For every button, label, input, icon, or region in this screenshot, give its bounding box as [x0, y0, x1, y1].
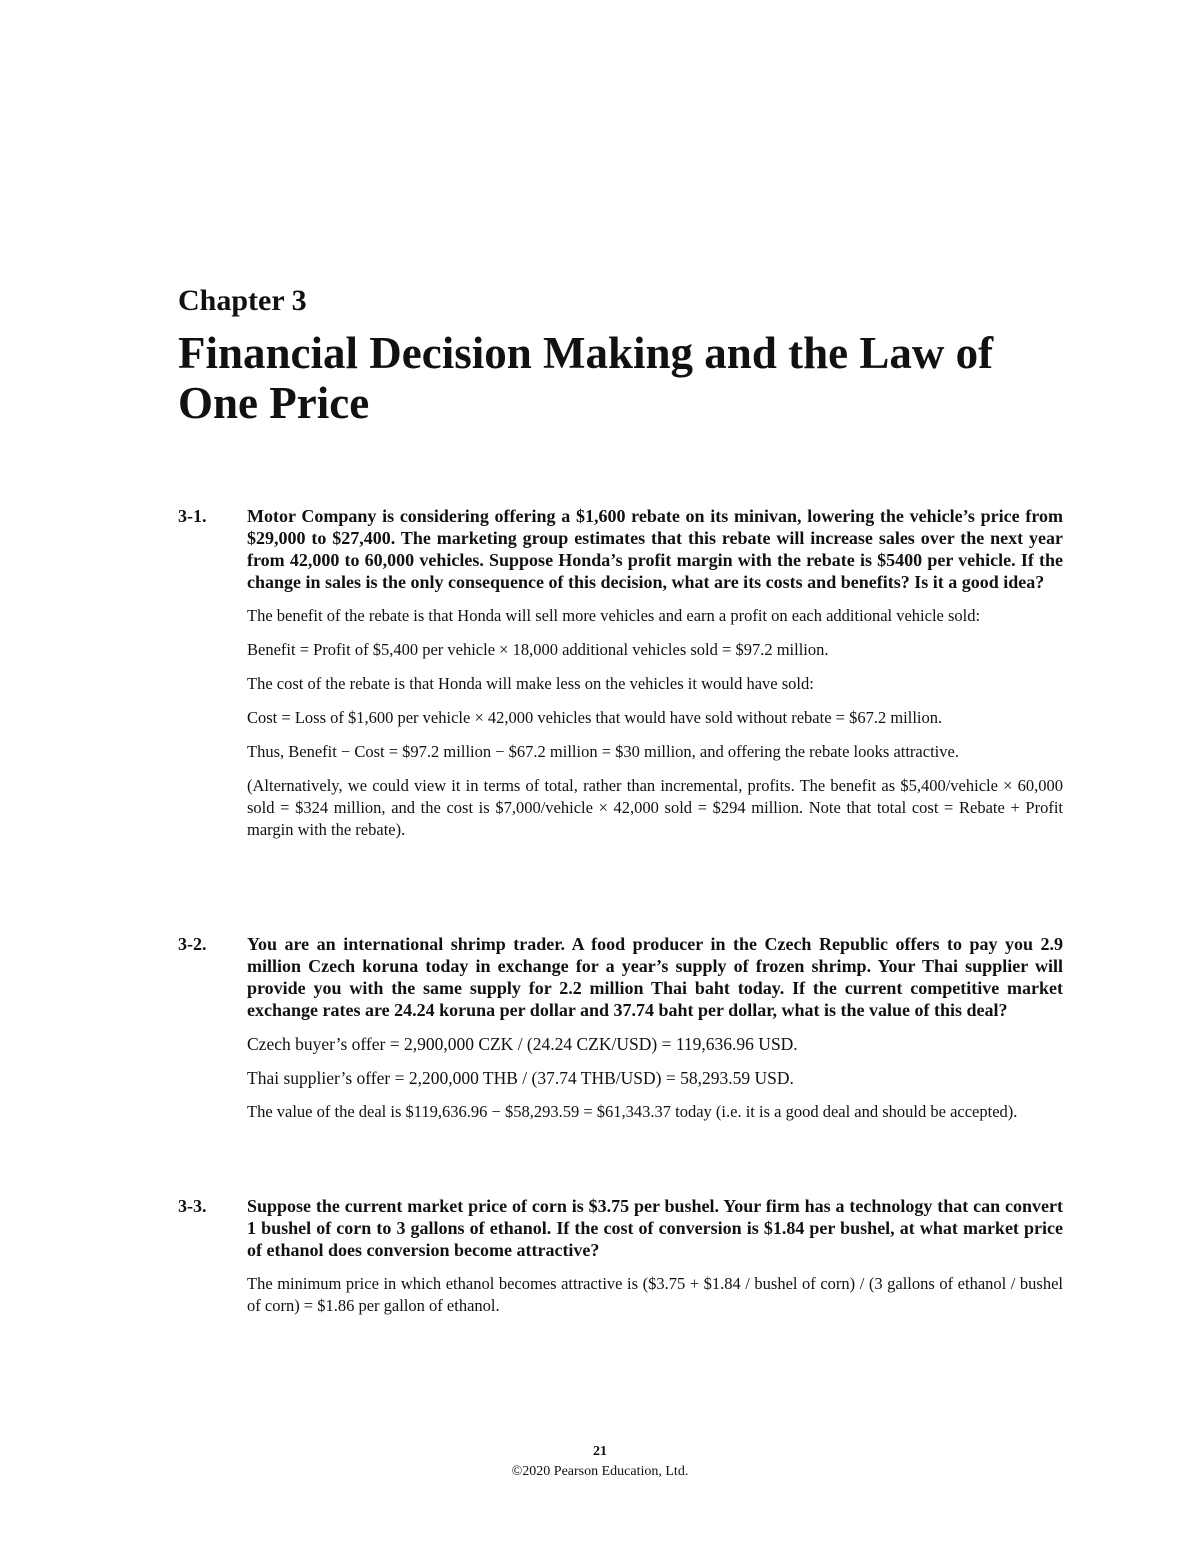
problem-number: 3-3.: [178, 1196, 207, 1216]
answer-paragraph: Czech buyer’s offer = 2,900,000 CZK / (24.24 CZK/USD) = 119,636.96 USD.: [247, 1034, 798, 1054]
problem-question: You are an international shrimp trader. A food producer in the Czech Republic offers to pay you 2.9 million Czech koruna today in exchange for a year’s supply of frozen shrimp. Your Thai supplier will provide you with the same supply for 2.2 million Thai baht today. If the current competitive market exchange rates are 24.24 koruna per dollar and 37.74 baht per dollar, what is the value of this deal?: [247, 934, 1063, 1020]
answer-paragraph: Benefit = Profit of $5,400 per vehicle × 18,000 additional vehicles sold = $97.2 million.: [247, 640, 829, 659]
problem-number: 3-1.: [178, 506, 207, 526]
answer-paragraph: Thai supplier’s offer = 2,200,000 THB / (37.74 THB/USD) = 58,293.59 USD.: [247, 1068, 794, 1088]
answer-paragraph: Cost = Loss of $1,600 per vehicle × 42,000 vehicles that would have sold without rebate = $67.2 million.: [247, 708, 943, 727]
chapter-label: Chapter 3: [178, 284, 307, 317]
answer-paragraph: (Alternatively, we could view it in terms of total, rather than incremental, profits. The benefit as $5,400/vehicle × 60,000 sold = $324 million, and the cost is $7,000/vehicle × 42,000 sold = $294 million. Note that total cost = Rebate + Profit margin with the rebate).: [247, 776, 1063, 839]
problem-number: 3-2.: [178, 934, 207, 954]
copyright-notice: ©2020 Pearson Education, Ltd.: [511, 1464, 689, 1479]
page-number: 21: [593, 1444, 607, 1459]
answer-paragraph: The benefit of the rebate is that Honda will sell more vehicles and earn a profit on each additional vehicle sold:: [247, 606, 981, 625]
problem-3-1: [178, 505, 1063, 853]
problem-question: Motor Company is considering offering a $1,600 rebate on its minivan, lowering the vehicle’s price from $29,000 to $27,400. The marketing group estimates that this rebate will increase sales over the next year from 42,000 to 60,000 vehicles. Suppose Honda’s profit margin with the rebate is $5400 per vehicle. If the change in sales is the only consequence of this decision, what are its costs and benefits? Is it a good idea?: [247, 506, 1063, 592]
answer-paragraph: The value of the deal is $119,636.96 − $58,293.59 = $61,343.37 today (i.e. it is a good deal and should be accepted).: [247, 1102, 1018, 1121]
problem-3-2: [178, 933, 1063, 1135]
answer-paragraph: The cost of the rebate is that Honda will make less on the vehicles it would have sold:: [247, 674, 814, 693]
answer-paragraph: The minimum price in which ethanol becomes attractive is ($3.75 + $1.84 / bushel of corn) / (3 gallons of ethanol / bushel of corn) = $1.86 per gallon of ethanol.: [247, 1274, 1063, 1315]
chapter-title: Financial Decision Making and the Law of One Price: [178, 328, 994, 428]
problem-3-3: [178, 1195, 1063, 1329]
answer-paragraph: Thus, Benefit − Cost = $97.2 million − $67.2 million = $30 million, and offering the rebate looks attractive.: [247, 742, 959, 761]
problem-question: Suppose the current market price of corn is $3.75 per bushel. Your firm has a technology that can convert 1 bushel of corn to 3 gallons of ethanol. If the cost of conversion is $1.84 per bushel, at what market price of ethanol does conversion become attractive?: [247, 1196, 1063, 1260]
